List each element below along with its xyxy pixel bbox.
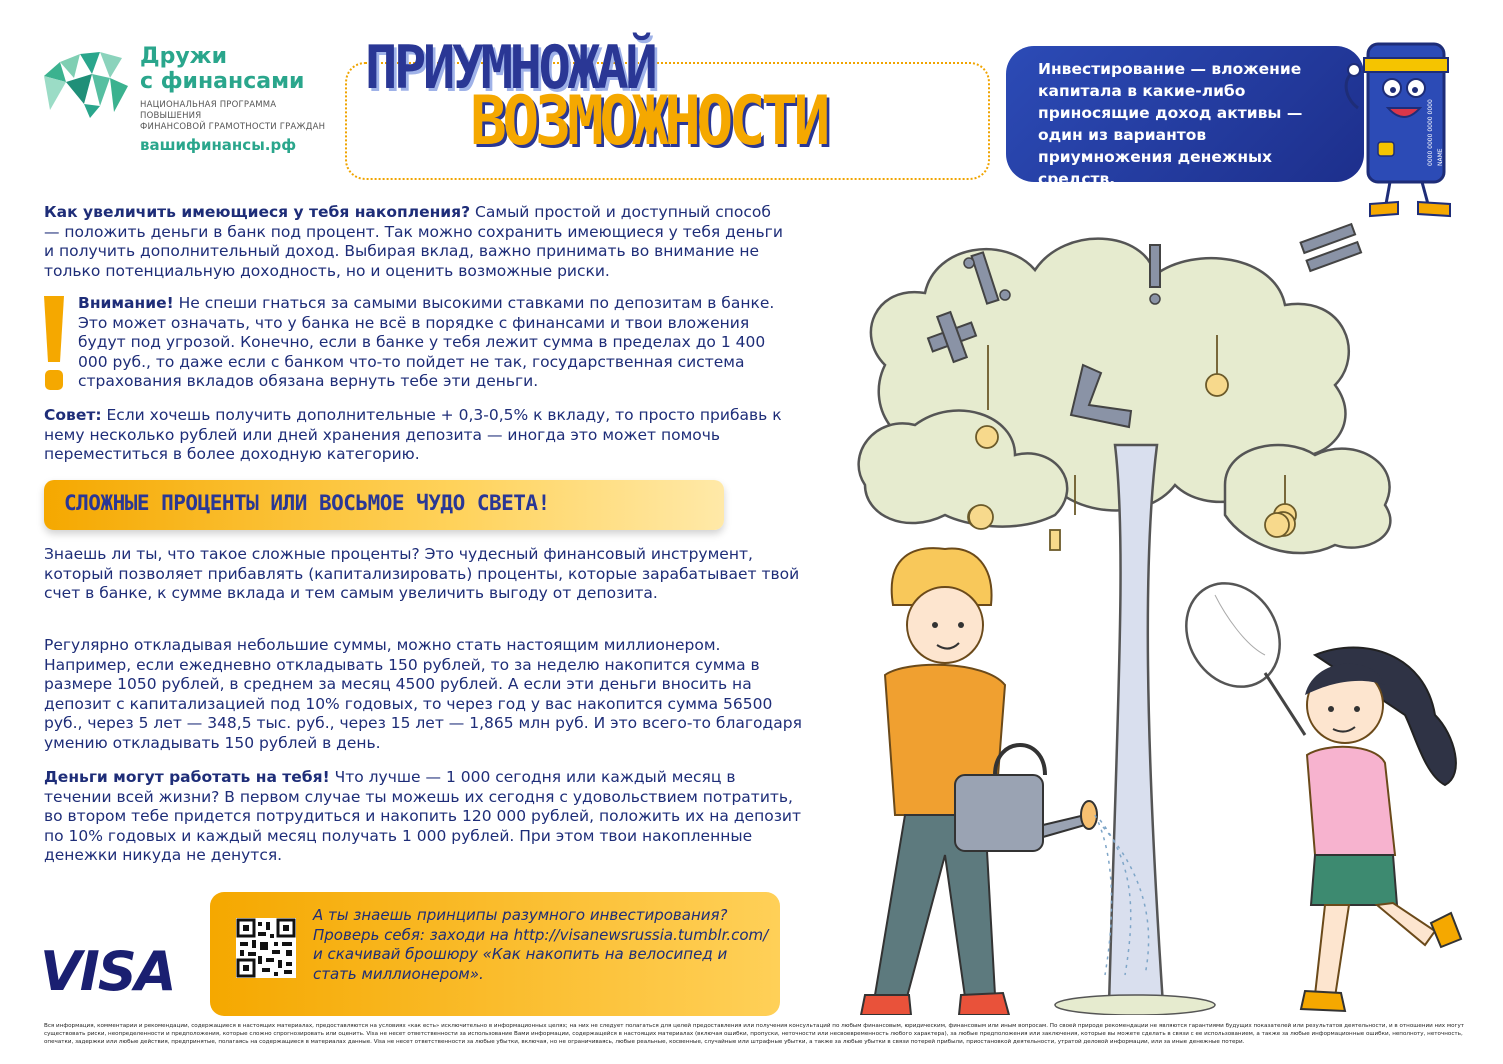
headline-line1: ПРИУМНОЖАЙ — [365, 33, 655, 103]
logo-title — [140, 44, 304, 94]
website-link[interactable]: вашифинансы.рф — [140, 136, 297, 154]
program-logo — [40, 44, 330, 164]
money-paragraph — [44, 768, 804, 866]
intro-text: Самый простой и доступный способ — положить деньги в банк под процент. Так можно сохранить имеющиеся у тебя деньги и получить дополнительный доход. Выбирая вклад, важно принимать во внимание не только потенциальную доходность, но и оценить возможные риски. — [44, 203, 783, 280]
intro-lead: Как увеличить имеющиеся у тебя накопления? — [44, 203, 471, 221]
card-mascot-icon — [1340, 38, 1470, 223]
headline-line2: ВОЗМОЖНОСТИ — [470, 82, 826, 161]
money-text: Что лучше — 1 000 сегодня или каждый месяц в течении всей жизни? В первом случае ты можешь их сегодня с удовольствием потратить, во втором тебе придется потрудиться и накопить 120 000 рублей, положить их на депозит по 10% годовых и каждый месяц получать 1 000 рублей. При этом твои накопленные денежки никуда не денутся. — [44, 768, 802, 864]
card-number: 0000 0000 0000 0000 — [1427, 99, 1434, 166]
girl-with-net-icon — [1168, 566, 1461, 1011]
attention-paragraph — [78, 294, 798, 392]
attention-lead: Внимание! — [78, 294, 174, 312]
logo-title-line1: Дружи — [140, 44, 227, 69]
dog-logo-icon — [40, 48, 132, 120]
exclamation-icon — [42, 296, 66, 392]
equals-sign-icon — [1301, 224, 1362, 271]
money-tree-illustration — [845, 215, 1485, 1015]
section-banner-title: СЛОЖНЫЕ ПРОЦЕНТЫ ИЛИ ВОСЬМОЕ ЧУДО СВЕТА! — [64, 491, 550, 515]
tip-lead: Совет: — [44, 406, 102, 424]
qr-code-icon[interactable] — [236, 918, 296, 978]
card-name: NAME — [1437, 148, 1444, 166]
attention-text: Не спеши гнаться за самыми высокими ставками по депозитам в банке. Это может означать, что у банка не всё в порядке с финансами и твои вложения будут под угрозой. Конечно, если в банке у тебя лежит сумма в пределах до 1 400 000 руб., то даже если с банком что-то пойдет не так, государственная система страхования вкладов обязана вернуть тебе эти деньги. — [78, 294, 775, 390]
tree-trunk-icon — [1109, 445, 1163, 1005]
logo-subtitle-line1: НАЦИОНАЛЬНАЯ ПРОГРАММА ПОВЫШЕНИЯ — [140, 100, 277, 121]
section-banner — [44, 480, 724, 530]
exclamation-sign-icon — [1150, 245, 1160, 304]
definition-bubble: Инвестирование — вложение капитала в какие-либо приносящие доход активы — один из вариантов приумножения денежных средств. — [1006, 46, 1364, 182]
tip-text: Если хочешь получить дополнительные + 0,3-0,5% к вкладу, то просто прибавь к нему несколько рублей или дней хранения депозита — иногда это может помочь переместиться в более доходную категорию. — [44, 406, 782, 463]
logo-title-line2: с финансами — [140, 69, 305, 94]
logo-subtitle-line2: ФИНАНСОВОЙ ГРАМОТНОСТИ ГРАЖДАН — [140, 122, 326, 132]
visa-logo: VISA — [40, 940, 175, 1003]
example-paragraph: Регулярно откладывая небольшие суммы, можно стать настоящим миллионером. Например, если ежедневно откладывать 150 рублей, то за неделю накопится сумма в размере 1050 рублей, в среднем за месяц 4500 рублей. А если эти деньги вносить на депозит с капитализацией под 10% годовых, то через год у вас накопится сумма 56500 руб., через 5 лет — 348,5 тыс. руб., через 15 лет — 1,865 млн руб. И это всего-то благодаря умению откладывать 150 рублей в день. — [44, 636, 802, 752]
logo-subtitle — [140, 100, 330, 133]
legal-disclaimer: Вся информация, комментарии и рекомендации, содержащиеся в настоящих материалах, предоставляются на условиях «как есть» исключительно в информационных целях; на них не следует полагаться для целей предоставления или получения консультаций по любым финансовым, юридическим, финансовым или иным вопросам. По своей природе рекомендации не являются гарантиями будущих показателей или результатов деятельности, и в отношении них могут существовать риски, неопределенности и предположения, которые сложно спрогнозировать или оценить. Visa не несет ответственности за использование Вами информации, содержащейся в настоящих материалах (включая ошибки, пропуски, неточности или несвоевременность любого характера), за любые предположения или заключения, которые вы можете сделать в связи с ее использованием, а также за любые информационные ошибки, неполноту, неточность, опечатки, задержки или любые действия, предпринятые, полагаясь на содержащиеся в материалах данные. Visa не несет ответственности за любые убытки, включая, но не ограничиваясь, любые реальные, косвенные, случайные или штрафные убытки, а также за любые убытки в связи потерей прибыли, приостановкой деятельности, утратой деловой информации, или за иные денежные потери. — [44, 1023, 1465, 1045]
cta-text: А ты знаешь принципы разумного инвестирования? Проверь себя: заходи на http://visanewsrussia.tumblr.com/ и скачивай брошюру «Как накопить на велосипед и стать миллионером». — [313, 906, 769, 983]
money-lead: Деньги могут работать на тебя! — [44, 768, 330, 786]
tip-paragraph — [44, 406, 784, 465]
intro-paragraph — [44, 203, 784, 281]
compound-paragraph: Знаешь ли ты, что такое сложные проценты? Это чудесный финансовый инструмент, который позволяет прибавлять (капитализировать) проценты, которые зарабатывает твой счет в банке, к сумме вклада и тем самым увеличить выгоду от депозита. — [44, 545, 800, 602]
